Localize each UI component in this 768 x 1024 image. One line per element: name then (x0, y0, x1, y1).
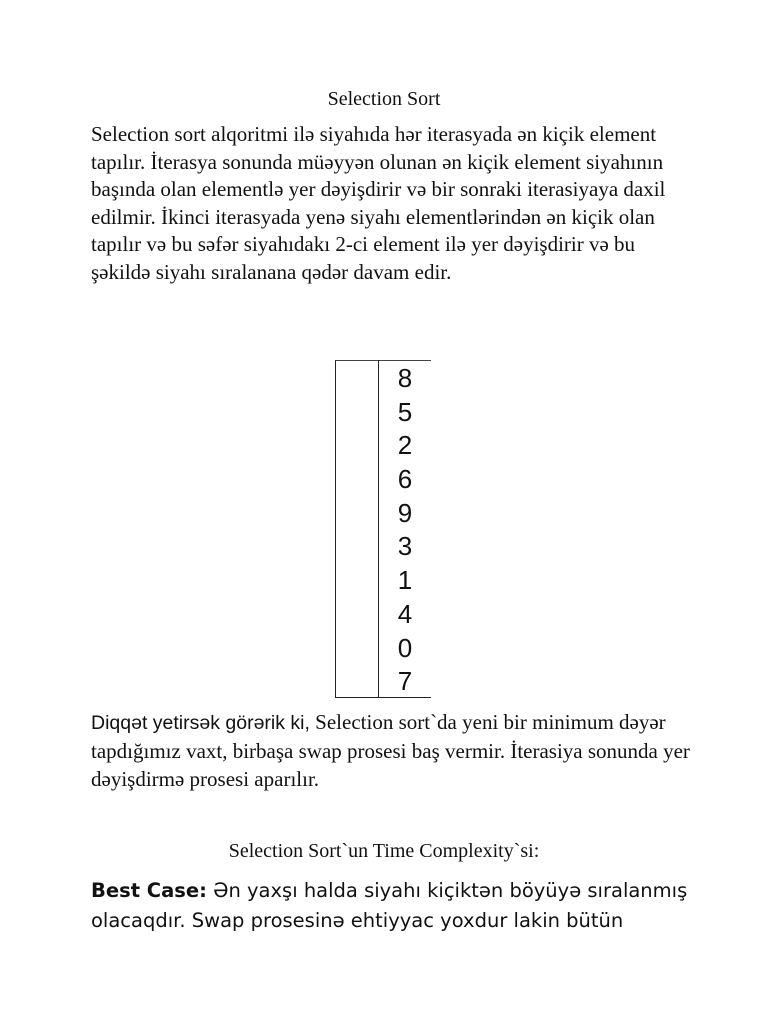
array-value: 9 (397, 497, 413, 528)
array-value: 5 (397, 396, 413, 427)
note-lead: Diqqət yetirsək görərik ki, (91, 712, 310, 734)
best-case-text: Ən yaxşı halda siyahı kiçiktən böyüyə sıralanmış olacaqdır. Swap prosesinə ehtiyyac yoxdur lakin bütün (91, 879, 688, 932)
array-divider (378, 360, 379, 698)
array-value: 1 (397, 565, 413, 596)
intro-paragraph: Selection sort alqoritmi ilə siyahıda hər iterasyada ən kiçik element tapılır. İterasya sonunda müəyyən olunan ən kiçik element siyahının başında olan elementlə yer dəyişdirir və bir sonraki iterasiyaya daxil edilmir. İkinci iterasyada yenə siyahı elementlərindən ən kiçik olan tapılır və bu səfər siyahıdakı 2-ci element ilə yer dəyişdirir və bu şəkildə siyahı sıralanana qədər davam edir. (91, 122, 666, 284)
array-value: 8 (397, 363, 413, 393)
array-value: 0 (397, 632, 413, 663)
best-case-label: Best Case: (91, 879, 207, 902)
array-value: 3 (397, 531, 413, 562)
best-case-paragraph (91, 876, 691, 936)
array-value: 7 (397, 666, 413, 697)
note-paragraph (91, 708, 691, 793)
document-title: Selection Sort (327, 88, 441, 110)
array-figure (335, 360, 431, 698)
note-body: Selection sort`da yeni bir minimum dəyər tapdığımız vaxt, birbaşa swap prosesi baş vermir. İterasiya sonunda yer dəyişdirmə prosesi aparılır. (91, 710, 690, 791)
array-value: 4 (397, 598, 413, 629)
array-value: 6 (397, 464, 413, 495)
complexity-heading: Selection Sort`un Time Complexity`si: (228, 840, 540, 862)
array-values (380, 362, 430, 699)
array-value: 2 (397, 430, 413, 461)
